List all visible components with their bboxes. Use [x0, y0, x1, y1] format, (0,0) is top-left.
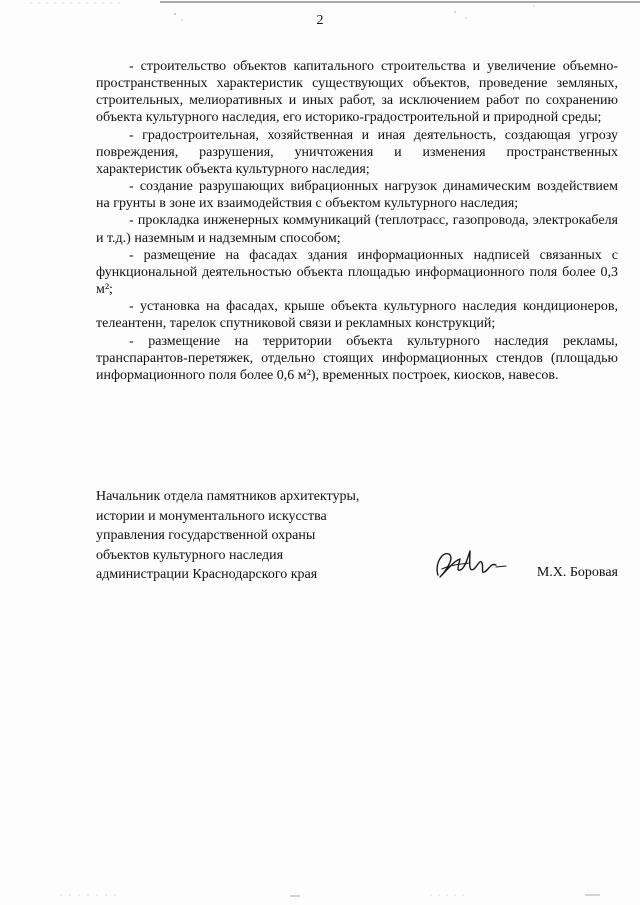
position-line: администрации Краснодарского края: [96, 567, 318, 582]
list-item: - прокладка инженерных коммуникаций (теплотрасс, газопровода, электрокабеля и т.д.) наземным и надземным способом;: [96, 213, 618, 246]
position-line: управления государственной охраны: [96, 528, 316, 543]
list-item: - создание разрушающих вибрационных нагрузок динамическим воздействием на грунты в зоне их взаимодействия с объектом культурного наследия;: [96, 179, 618, 212]
position-line: Начальник отдела памятников архитектуры,: [96, 489, 360, 504]
list-item: - градостроительная, хозяйственная и иная деятельность, создающая угрозу повреждения, разрушения, уничтожения и изменения пространственных характеристик объекта культурного наследия;: [96, 127, 618, 177]
signatory-position: [96, 487, 359, 585]
page-number: 2: [316, 13, 324, 28]
list-item: - размещение на территории объекта культурного наследия рекламы, транспарантов-перетяжек, отдельно стоящих информационных стендов (площадью информационного поля более 0,6 м²), временных построек, киосков, навесов.: [96, 333, 618, 383]
list-item: - размещение на фасадах здания информационных надписей связанных с функциональной деятельностью объекта площадью информационного поля более 0,3 м²;: [96, 247, 618, 298]
position-line: объектов культурного наследия: [96, 547, 284, 563]
list-item: - строительство объектов капитального строительства и увеличение объемно-пространственных характеристик существующих объектов, проведение земляных, строительных, мелиоративных и иных работ, за исключением работ по сохранению объекта культурного наследия, его историко-градостроительной и природной среды;: [96, 59, 618, 126]
handwritten-signature: [430, 539, 510, 587]
signature-block: [96, 487, 618, 587]
restrictions-list: [96, 58, 618, 384]
signatory-name: М.Х. Боровая: [536, 565, 618, 580]
list-item: - установка на фасадах, крыше объекта культурного наследия кондиционеров, телеантенн, тарелок спутниковой связи и рекламных конструкций;: [96, 299, 618, 332]
position-line: истории и монументального искусства: [96, 508, 327, 524]
